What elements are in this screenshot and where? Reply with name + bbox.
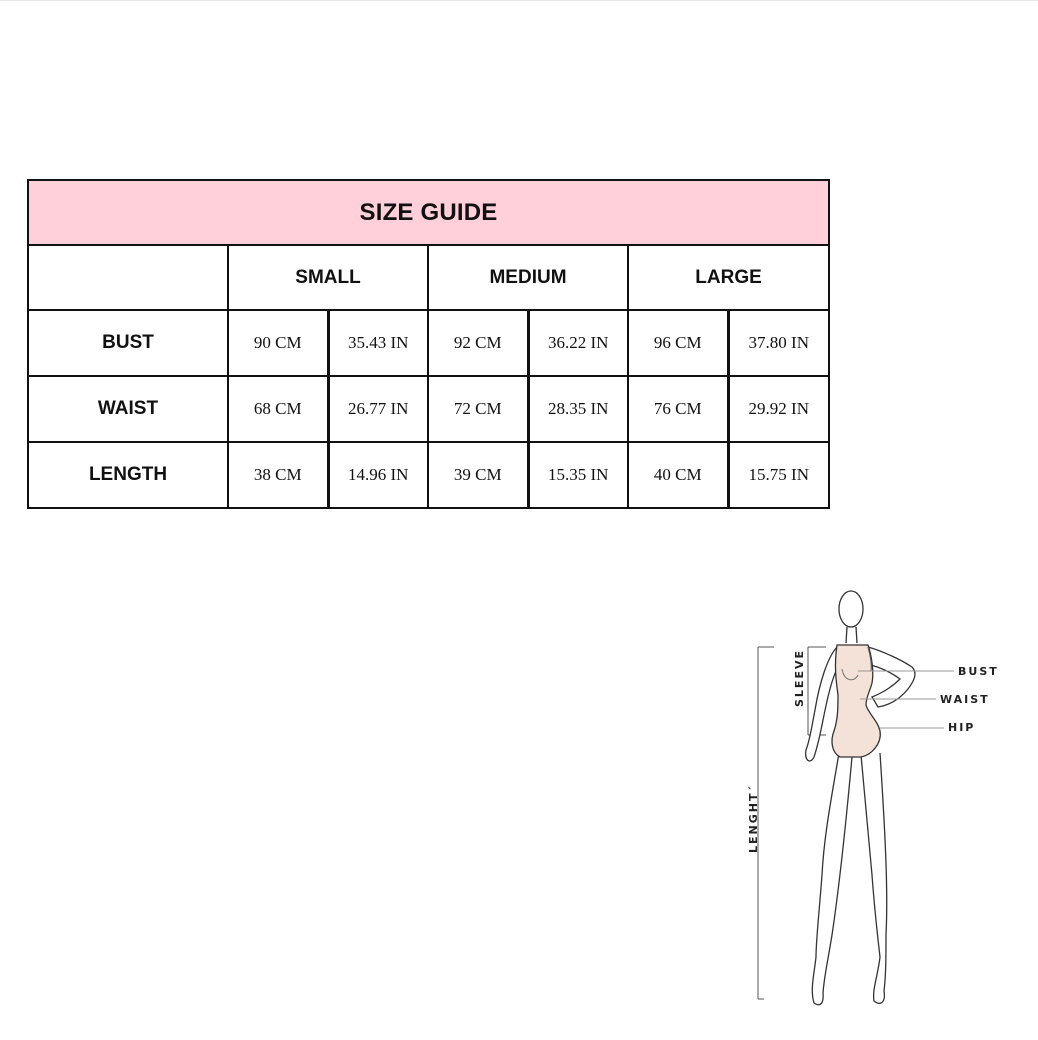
length-label: LENGHT´: [747, 784, 760, 853]
size-guide-table: [27, 179, 830, 509]
cell-small-in: 35.43 IN: [328, 310, 428, 376]
cell-small-cm: 90 CM: [228, 310, 328, 376]
cell-medium-cm: 39 CM: [428, 442, 528, 508]
cell-large-in: 29.92 IN: [728, 376, 829, 442]
figure-right-arm: [868, 647, 915, 707]
bust-label: BUST: [958, 665, 999, 678]
row-label-bust: BUST: [28, 310, 228, 376]
cell-small-in: 26.77 IN: [328, 376, 428, 442]
row-label-waist: WAIST: [28, 376, 228, 442]
size-header-medium: MEDIUM: [428, 245, 628, 310]
hip-label: HIP: [948, 721, 976, 734]
cell-small-cm: 68 CM: [228, 376, 328, 442]
cell-large-cm: 40 CM: [628, 442, 728, 508]
table-title: SIZE GUIDE: [28, 180, 829, 245]
waist-label: WAIST: [940, 693, 990, 706]
cell-small-in: 14.96 IN: [328, 442, 428, 508]
table-row: [28, 376, 829, 442]
figure-head: [839, 591, 863, 643]
measurement-figure: [740, 585, 1010, 1015]
cell-medium-cm: 72 CM: [428, 376, 528, 442]
table-row: [28, 310, 829, 376]
cell-medium-cm: 92 CM: [428, 310, 528, 376]
top-divider: [0, 0, 1038, 1]
size-header-large: LARGE: [628, 245, 829, 310]
figure-legs: [812, 753, 886, 1005]
cell-large-in: 15.75 IN: [728, 442, 829, 508]
cell-large-cm: 76 CM: [628, 376, 728, 442]
cell-large-cm: 96 CM: [628, 310, 728, 376]
corner-cell: [28, 245, 228, 310]
size-header-small: SMALL: [228, 245, 428, 310]
cell-medium-in: 28.35 IN: [528, 376, 628, 442]
cell-small-cm: 38 CM: [228, 442, 328, 508]
cell-large-in: 37.80 IN: [728, 310, 829, 376]
cell-medium-in: 36.22 IN: [528, 310, 628, 376]
row-label-length: LENGTH: [28, 442, 228, 508]
length-guide: [758, 647, 774, 999]
figure-illustration: [740, 585, 1010, 1015]
table-row: [28, 442, 829, 508]
sleeve-label: SLEEVE: [793, 649, 806, 707]
cell-medium-in: 15.35 IN: [528, 442, 628, 508]
